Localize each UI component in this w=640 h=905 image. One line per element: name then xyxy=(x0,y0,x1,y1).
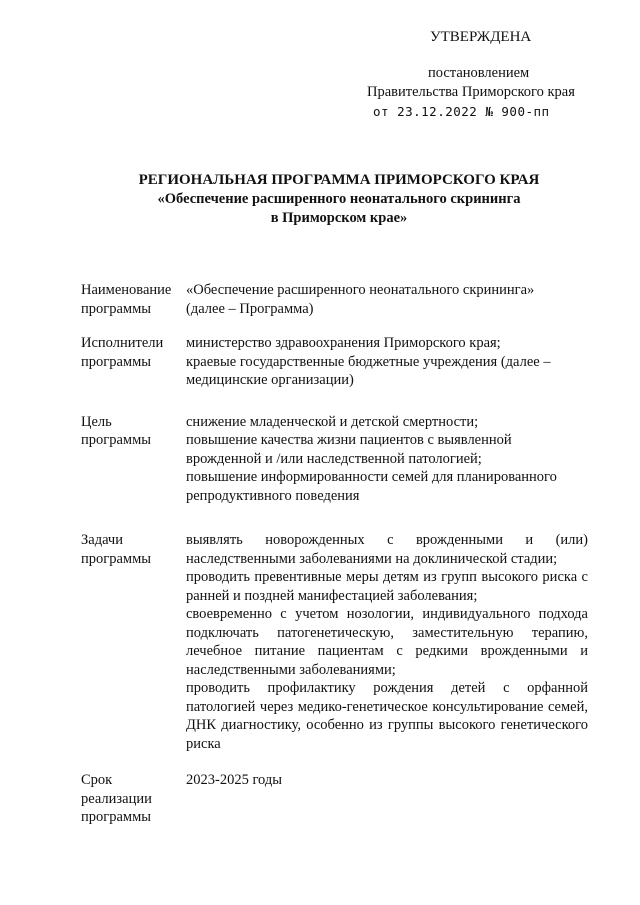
passport-value-line: министерство здравоохранения Приморского края; xyxy=(186,335,501,351)
passport-label-line: программы xyxy=(81,550,151,567)
passport-label-line: программы xyxy=(81,432,151,448)
passport-label-line: Исполнители xyxy=(81,335,164,351)
passport-label xyxy=(81,281,186,318)
passport-value xyxy=(186,334,588,390)
decree-date-number: от 23.12.2022 № 900-пп xyxy=(373,104,550,119)
passport-row-tasks xyxy=(81,531,591,753)
passport-label-line: Задачи xyxy=(81,532,123,548)
passport-value-line: 2023-2025 годы xyxy=(186,772,282,788)
program-passport xyxy=(81,281,591,827)
passport-label-line: Цель xyxy=(81,413,112,430)
decree-label: постановлением xyxy=(428,65,530,81)
passport-value-line: выявлять новорожденных с врожденными и (или) наследственными заболеваниями на доклинической стадии; xyxy=(186,532,588,567)
approval-block xyxy=(367,28,607,121)
passport-value xyxy=(186,281,588,318)
passport-row-executors xyxy=(81,334,591,390)
passport-value-line: проводить превентивные меры детям из групп высокого риска с ранней и поздней манифестацией заболевания; xyxy=(186,569,588,604)
passport-label-line: программы xyxy=(81,300,151,317)
passport-value xyxy=(186,531,588,753)
passport-label xyxy=(81,413,186,506)
passport-label xyxy=(81,531,186,753)
passport-value-line: краевые государственные бюджетные учреждения (далее – медицинские организации) xyxy=(186,353,551,388)
passport-label-line: реализации xyxy=(81,790,152,807)
program-title xyxy=(0,171,640,228)
approved-heading: УТВЕРЖДЕНА xyxy=(430,29,532,45)
passport-row-period xyxy=(81,771,591,827)
passport-label-line: Наименование xyxy=(81,282,172,298)
program-title-main: РЕГИОНАЛЬНАЯ ПРОГРАММА ПРИМОРСКОГО КРАЯ xyxy=(138,172,540,188)
passport-value xyxy=(186,413,588,506)
passport-value-line: повышение качества жизни пациентов с выявленной врожденной и /или наследственной патологией; xyxy=(186,432,512,467)
passport-value xyxy=(186,771,588,827)
program-title-sub-line1: «Обеспечение расширенного неонатального скрининга xyxy=(157,191,521,207)
passport-value-line: проводить профилактику рождения детей с орфанной патологией через медико-генетическое консультирование семей, ДНК диагностику, особенно из группы высокого генетического риска xyxy=(186,680,588,752)
passport-row-goal xyxy=(81,413,591,506)
passport-label xyxy=(81,334,186,390)
passport-value-line: снижение младенческой и детской смертности; xyxy=(186,413,479,430)
passport-label-line: программы xyxy=(81,353,151,370)
passport-label xyxy=(81,771,186,827)
passport-value-line: своевременно с учетом нозологии, индивидуального подхода подключать патогенетическую, заместительную терапию, лечебное питание пациентам с редкими врожденными и наследственными заболеваниями; xyxy=(186,606,588,678)
passport-value-line: повышение информированности семей для планированного репродуктивного поведения xyxy=(186,469,557,504)
passport-value-line: «Обеспечение расширенного неонатального скрининга» xyxy=(186,282,535,298)
passport-row-name xyxy=(81,281,591,318)
passport-label-line: Срок xyxy=(81,772,113,788)
program-title-sub-line2: в Приморском крае» xyxy=(270,210,408,226)
passport-label-line: программы xyxy=(81,809,151,825)
government-label: Правительства Приморского края xyxy=(367,84,575,100)
passport-value-line: (далее – Программа) xyxy=(186,300,314,317)
